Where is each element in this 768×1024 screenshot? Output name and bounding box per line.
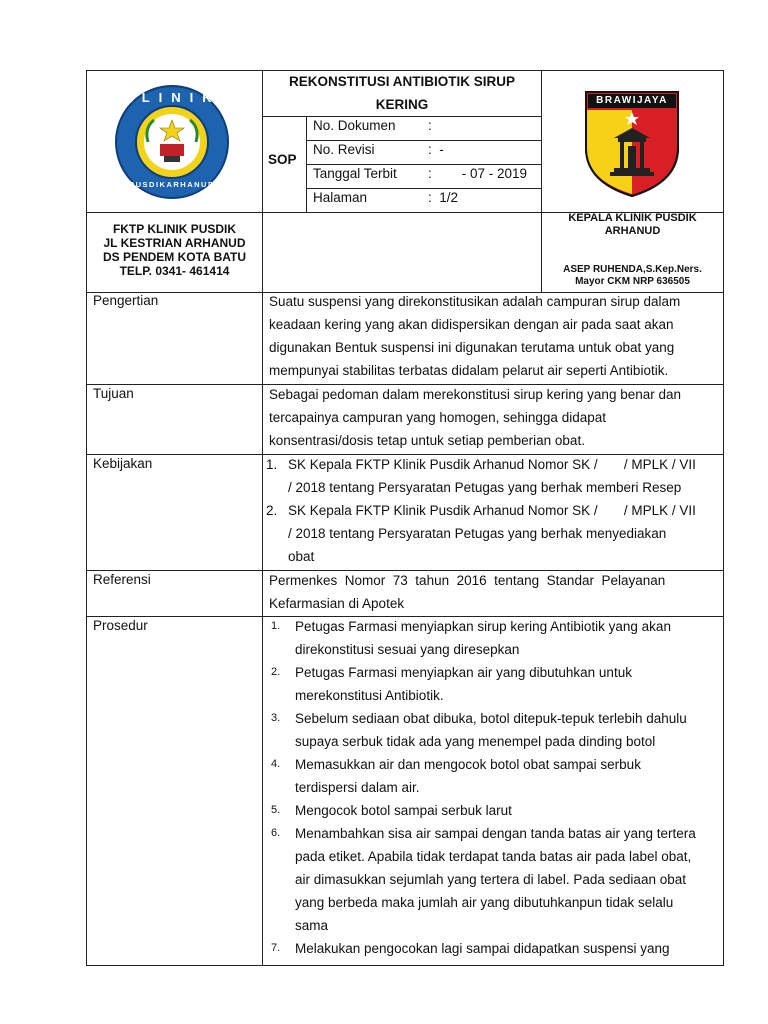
brawijaya-logo [584, 90, 680, 198]
list-number: 7. [271, 942, 281, 954]
list-number: 2. [266, 503, 278, 518]
list-item [271, 822, 721, 937]
section-label-pengertian: Pengertian [93, 293, 159, 308]
list-item [271, 661, 721, 707]
text-line: merekonstitusi Antibiotik. [295, 688, 444, 703]
list-item [271, 615, 721, 661]
text-line: Memasukkan air dan mengocok botol obat sampai serbuk [295, 757, 641, 772]
list-number: 2. [271, 666, 281, 678]
doc-row-value: : 1/2 [428, 190, 459, 205]
clinic-phone: TELP. 0341- 461414 [119, 264, 230, 278]
text-line: / 2018 tentang Persyaratan Petugas yang berhak menyediakan [288, 526, 667, 541]
text-line: mempunyai stabilitas terbatas didalam pelarut air seperti Antibiotik. [269, 363, 669, 378]
text-line: sama [295, 918, 329, 933]
text-line: konsentrasi/dosis tetap untuk setiap pemberian obat. [269, 433, 585, 448]
head-signature-block [542, 212, 723, 288]
doc-row-label: Halaman [313, 190, 368, 205]
klinik-logo-text-top: KLINIK [123, 90, 221, 105]
text-line: terdispersi dalam air. [295, 780, 420, 795]
text-line: Permenkes Nomor 73 tahun 2016 tentang Standar Pelayanan [269, 573, 666, 588]
doc-row-label: Tanggal Terbit [313, 166, 397, 181]
text-line: Kefarmasian di Apotek [269, 596, 405, 611]
text-line: Petugas Farmasi menyiapkan sirup kering Antibiotik yang akan [295, 619, 671, 634]
document-title [263, 70, 541, 116]
list-item [271, 799, 721, 822]
text-line: SK Kepala FKTP Klinik Pusdik Arhanud Nomor SK / / MPLK / VII [288, 457, 696, 472]
section-body-referensi [269, 569, 719, 615]
text-line: obat [288, 549, 315, 564]
list-number: 1. [266, 457, 278, 472]
list-number: 4. [271, 758, 281, 770]
section-label-referensi: Referensi [93, 572, 151, 587]
head-name: ASEP RUHENDA,S.Kep.Ners. [563, 264, 702, 275]
section-body-tujuan [269, 383, 721, 452]
doc-row-label: No. Revisi [313, 142, 375, 157]
text-line: air dimasukkan sejumlah yang tertera di label. Pada sediaan obat [295, 872, 686, 887]
clinic-city: DS PENDEM KOTA BATU [102, 250, 247, 264]
doc-row-value: : [428, 118, 432, 133]
clinic-street: JL KESTRIAN ARHANUD [103, 236, 246, 250]
text-line: SK Kepala FKTP Klinik Pusdik Arhanud Nomor SK / / MPLK / VII [288, 503, 696, 518]
doc-row-label: No. Dokumen [313, 118, 396, 133]
list-item [271, 937, 721, 960]
title-line-1: REKONSTITUSI ANTIBIOTIK SIRUP [288, 74, 515, 89]
list-item [266, 499, 722, 568]
doc-row-number [313, 118, 541, 140]
head-title-line-2: ARHANUD [604, 225, 661, 237]
brawijaya-logo-text: BRAWIJAYA [596, 95, 668, 106]
clinic-name: FKTP KLINIK PUSDIK [112, 222, 237, 236]
list-item [271, 753, 721, 799]
doc-row-page [313, 190, 541, 212]
doc-row-date [313, 166, 541, 188]
list-item [266, 453, 722, 499]
section-label-prosedur: Prosedur [93, 618, 148, 633]
text-line: Menambahkan sisa air sampai dengan tanda batas air yang tertera [295, 826, 696, 841]
sop-label: SOP [268, 152, 297, 167]
clinic-address [87, 222, 262, 278]
text-line: Suatu suspensi yang direkonstitusikan adalah campuran sirup dalam [269, 294, 681, 309]
text-line: supaya serbuk tidak ada yang menempel pada dinding botol [295, 734, 656, 749]
list-item [271, 707, 721, 753]
section-label-tujuan: Tujuan [93, 386, 134, 401]
text-line: Melakukan pengocokan lagi sampai didapatkan suspensi yang [295, 941, 670, 956]
section-body-pengertian [269, 290, 721, 382]
list-number: 3. [271, 712, 281, 724]
text-line: keadaan kering yang akan didispersikan dengan air pada saat akan [269, 317, 674, 332]
head-rank: Mayor CKM NRP 636505 [575, 276, 690, 287]
text-line: yang berbeda maka jumlah air yang dibutuhkanpun tidak selalu [295, 895, 674, 910]
list-number: 1. [271, 620, 281, 632]
title-line-2: KERING [375, 97, 429, 112]
text-line: pada etiket. Apabila tidak terdapat tanda batas air pada label obat, [295, 849, 692, 864]
head-title-line-1: KEPALA KLINIK PUSDIK [568, 212, 697, 224]
klinik-logo-text-bottom: PUSDIKARHANUD [129, 180, 215, 189]
doc-row-value: : - [428, 142, 444, 157]
section-label-kebijakan: Kebijakan [93, 456, 153, 471]
section-body-kebijakan [266, 453, 722, 568]
section-body-prosedur [271, 615, 721, 960]
klinik-logo [114, 84, 230, 200]
text-line: / 2018 tentang Persyaratan Petugas yang berhak memberi Resep [288, 480, 682, 495]
list-number: 6. [271, 827, 281, 839]
doc-row-revision [313, 142, 541, 164]
text-line: direkonstitusi sesuai yang diresepkan [295, 642, 520, 657]
text-line: Petugas Farmasi menyiapkan air yang dibutuhkan untuk [295, 665, 632, 680]
text-line: tercapainya campuran yang homogen, sehingga didapat [269, 410, 606, 425]
text-line: Sebagai pedoman dalam merekonstitusi sirup kering yang benar dan [269, 387, 682, 402]
text-line: Mengocok botol sampai serbuk larut [295, 803, 512, 818]
list-number: 5. [271, 804, 281, 816]
text-line: digunakan Bentuk suspensi ini digunakan terutama untuk obat yang [269, 340, 675, 355]
text-line: Sebelum sediaan obat dibuka, botol ditepuk-tepuk terlebih dahulu [295, 711, 687, 726]
doc-row-value: : - 07 - 2019 [428, 166, 528, 181]
